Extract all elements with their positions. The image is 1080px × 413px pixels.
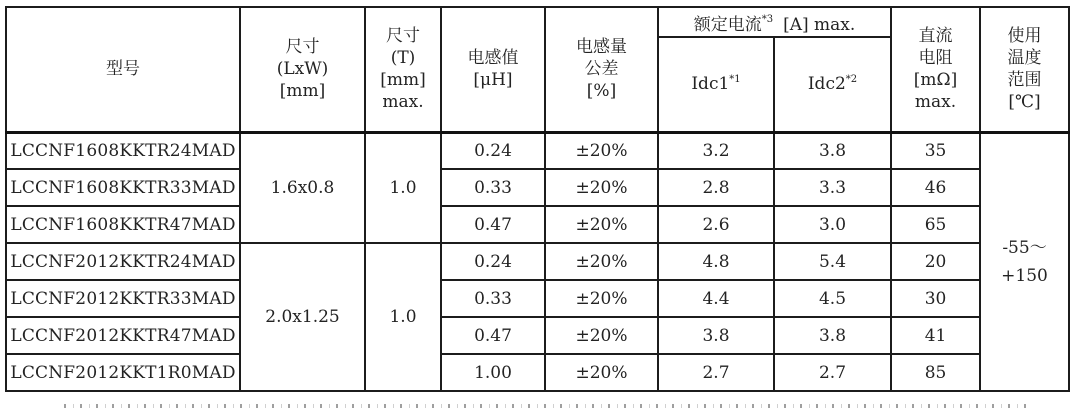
cell-idc1: 3.8 (658, 317, 774, 354)
header-size-t-line4: max. (382, 92, 424, 113)
cell-tolerance: ±20% (545, 317, 658, 354)
cell-idc1: 3.2 (658, 132, 774, 169)
header-dc-resistance (891, 7, 980, 132)
header-size-lw-line1: 尺寸 (285, 37, 320, 58)
table-row (6, 280, 1069, 317)
inductor-spec-table (5, 6, 1070, 392)
cell-idc2: 3.8 (774, 132, 891, 169)
cell-inductance: 0.47 (441, 317, 545, 354)
cell-inductance: 0.47 (441, 206, 545, 243)
cell-inductance: 0.33 (441, 280, 545, 317)
header-size-lw-line2: (LxW) (276, 59, 329, 80)
header-tolerance-line3: [%] (586, 81, 617, 102)
cell-tolerance: ±20% (545, 243, 658, 280)
cell-model: LCCNF1608KKTR24MAD (6, 132, 240, 169)
header-temp-range-line2: 温度 (1007, 48, 1042, 69)
header-idc1-sup: *1 (729, 73, 741, 85)
cell-idc2: 4.5 (774, 280, 891, 317)
cell-resistance: 30 (891, 280, 980, 317)
header-temp-range-line3: 范围 (1007, 70, 1042, 91)
header-temp-range-line4: [℃] (1008, 92, 1041, 113)
header-dc-resistance-line4: max. (914, 92, 957, 113)
header-inductance-line2: [μH] (473, 70, 513, 91)
header-rated-current-sup: *3 (761, 13, 774, 25)
table-row (6, 243, 1069, 280)
header-dc-resistance-line1: 直流 (918, 26, 953, 47)
cell-model: LCCNF2012KKTR47MAD (6, 317, 240, 354)
cell-tolerance: ±20% (545, 280, 658, 317)
cell-thickness-group2: 1.0 (365, 243, 441, 391)
cell-idc2: 3.3 (774, 169, 891, 206)
header-idc1-label: Idc1 (691, 74, 730, 95)
header-inductance-line1: 电感值 (467, 48, 519, 69)
header-tolerance (545, 7, 658, 132)
cell-size-group1: 1.6x0.8 (240, 132, 365, 243)
table-row (6, 169, 1069, 206)
header-idc2 (774, 37, 891, 132)
header-model-label: 型号 (106, 59, 140, 80)
cell-tolerance: ±20% (545, 169, 658, 206)
cell-resistance: 35 (891, 132, 980, 169)
header-temp-range-line1: 使用 (1007, 26, 1042, 47)
header-size-t-line3: [mm] (380, 70, 426, 91)
footnote-clipped-text-remnant (64, 404, 1032, 408)
cell-idc1: 2.7 (658, 354, 774, 391)
cell-inductance: 1.00 (441, 354, 545, 391)
cell-model: LCCNF1608KKTR33MAD (6, 169, 240, 206)
cell-idc1: 2.8 (658, 169, 774, 206)
header-rated-current-label: 额定电流 (693, 14, 762, 35)
header-row-top (6, 7, 1069, 37)
cell-tolerance: ±20% (545, 132, 658, 169)
header-tolerance-line2: 公差 (584, 59, 619, 80)
header-idc2-sup: *2 (845, 73, 858, 85)
cell-idc2: 3.0 (774, 206, 891, 243)
header-dc-resistance-line3: [mΩ] (913, 70, 958, 91)
header-temp-range (980, 7, 1069, 132)
header-size-t-line1: 尺寸 (386, 26, 420, 47)
cell-inductance: 0.24 (441, 132, 545, 169)
header-model (6, 7, 240, 132)
cell-idc2: 5.4 (774, 243, 891, 280)
table-row (6, 317, 1069, 354)
header-size-lw (240, 7, 365, 132)
temp-range-line1: -55～ (1002, 237, 1047, 258)
cell-model: LCCNF2012KKT1R0MAD (6, 354, 240, 391)
cell-idc1: 4.8 (658, 243, 774, 280)
cell-model: LCCNF2012KKTR33MAD (6, 280, 240, 317)
cell-idc2: 2.7 (774, 354, 891, 391)
cell-temp-range (980, 132, 1069, 391)
table-row (6, 132, 1069, 169)
header-size-t-line2: (T) (390, 48, 416, 69)
spec-table-container (5, 6, 1070, 392)
cell-tolerance: ±20% (545, 354, 658, 391)
cell-resistance: 20 (891, 243, 980, 280)
header-dc-resistance-line2: 电阻 (918, 48, 953, 69)
cell-model: LCCNF2012KKTR24MAD (6, 243, 240, 280)
cell-idc2: 3.8 (774, 317, 891, 354)
header-tolerance-line1: 电感量 (576, 37, 627, 58)
cell-inductance: 0.33 (441, 169, 545, 206)
header-rated-current-unit: [A] max. (783, 14, 856, 35)
header-idc1 (658, 37, 774, 132)
cell-idc1: 2.6 (658, 206, 774, 243)
header-inductance (441, 7, 545, 132)
cell-idc1: 4.4 (658, 280, 774, 317)
cell-model: LCCNF1608KKTR47MAD (6, 206, 240, 243)
table-row (6, 206, 1069, 243)
cell-resistance: 85 (891, 354, 980, 391)
header-size-lw-line3: [mm] (279, 81, 326, 102)
cell-thickness-group1: 1.0 (365, 132, 441, 243)
header-rated-current (658, 7, 891, 37)
header-idc2-label: Idc2 (807, 74, 846, 95)
cell-inductance: 0.24 (441, 243, 545, 280)
header-size-t (365, 7, 441, 132)
table-row (6, 354, 1069, 391)
cell-resistance: 46 (891, 169, 980, 206)
temp-range-line2: +150 (1001, 265, 1048, 286)
cell-resistance: 65 (891, 206, 980, 243)
cell-size-group2: 2.0x1.25 (240, 243, 365, 391)
cell-resistance: 41 (891, 317, 980, 354)
cell-tolerance: ±20% (545, 206, 658, 243)
